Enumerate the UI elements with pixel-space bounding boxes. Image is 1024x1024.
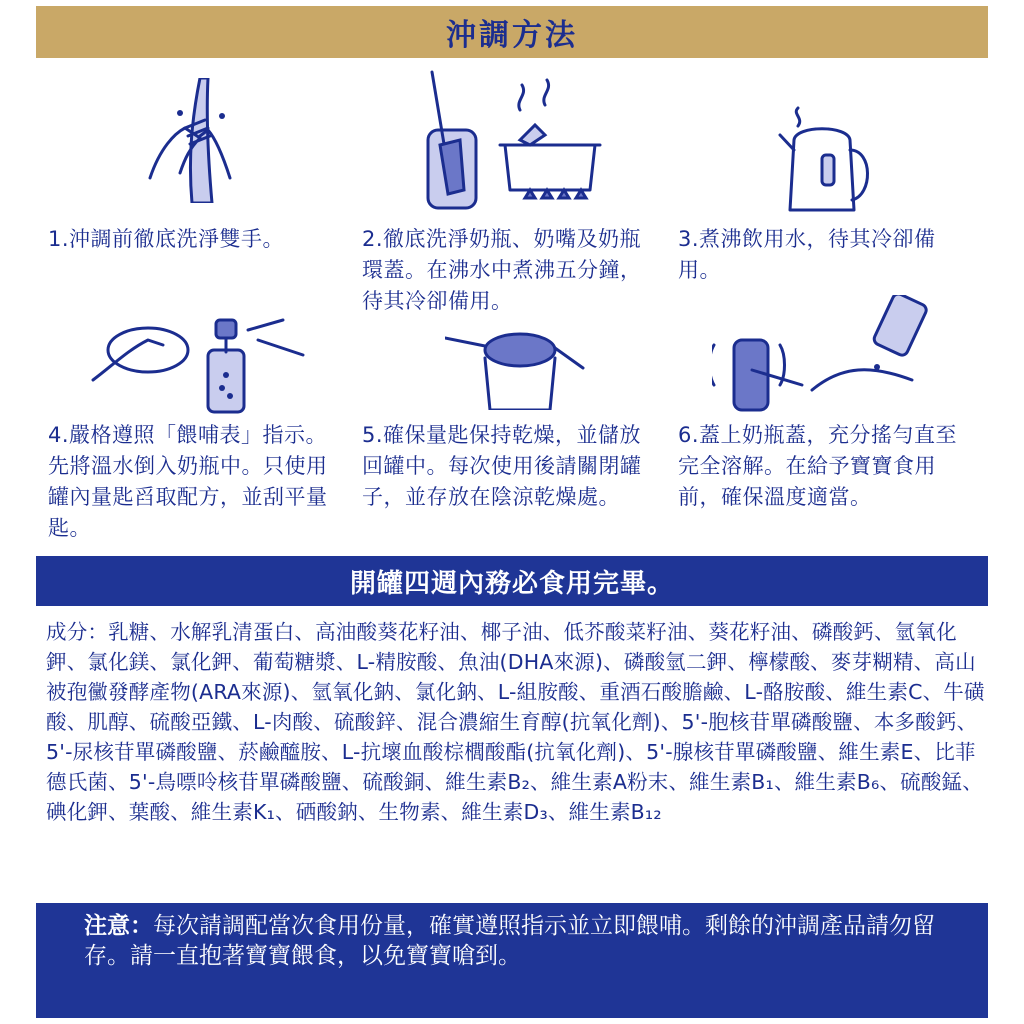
- use-within-text: 開罐四週內務必食用完畢。: [349, 568, 674, 599]
- kettle-icon: [778, 100, 878, 220]
- step-1-text: 1.沖調前徹底洗淨雙手。: [48, 227, 285, 251]
- bottle-brush-boiling-pot-icon: [420, 70, 610, 215]
- washing-hands-icon: [130, 78, 250, 203]
- ingredients-list: 成分：乳糖、水解乳清蛋白、高油酸葵花籽油、椰子油、低芥酸菜籽油、葵花籽油、磷酸鈣、氫氧化鉀、氯化鎂、氯化鉀、葡萄糖漿、L-精胺酸、魚油(DHA來源)、磷酸氫二鉀、檸檬酸、麥芽糊精、高山被孢黴發酵產物(ARA來源)、氫氧化鈉、氯化鈉、L-組胺酸、重酒石酸膽鹼、L-酪胺酸、維生素C、牛磺酸、肌醇、硫酸亞鐵、L-肉酸、硫酸鋅、混合濃縮生育醇(抗氧化劑)、5'-胞核苷單磷酸鹽、本多酸鈣、5'-尿核苷單磷酸鹽、菸鹼醯胺、L-抗壞血酸棕櫚酸酯(抗氧化劑)、5'-腺核苷單磷酸鹽、維生素E、比菲德氏菌、5'-鳥嘌呤核苷單磷酸鹽、硫酸銅、維生素B₂、維生素A粉末、維生素B₁、維生素B₆、硫酸錳、碘化鉀、葉酸、維生素K₁、硒酸鈉、生物素、維生素D₃、維生素B₁₂: [46, 620, 985, 824]
- caution-text: 每次請調配當次食用份量，確實遵照指示並立即餵哺。剩餘的沖調產品請勿留存。請一直抱著寶寶餵食，以免寶寶嗆到。: [84, 913, 935, 969]
- step-6-text: 6.蓋上奶瓶蓋，充分搖勻直至完全溶解。在給予寶寶食用前，確保溫度適當。: [678, 423, 958, 509]
- page-title: 沖調方法: [446, 18, 578, 53]
- step-3-text: 3.煮沸飲用水，待其冷卻備用。: [678, 227, 936, 282]
- use-within-banner: [36, 556, 988, 606]
- caution-label: 注意：: [84, 913, 153, 939]
- scoop-in-can-icon: [445, 318, 585, 410]
- step-5-text: 5.確保量匙保持乾燥，並儲放回罐中。每次使用後請關閉罐子，並存放在陰涼乾燥處。: [362, 423, 642, 509]
- shake-bottle-test-temperature-icon: [712, 295, 932, 415]
- page-title-banner: [36, 6, 988, 58]
- caution-notice: [36, 903, 988, 1018]
- step-4-text: 4.嚴格遵照「餵哺表」指示。先將溫水倒入奶瓶中。只使用罐內量匙舀取配方，並刮平量匙。: [48, 423, 328, 540]
- step-2-text: 2.徹底洗淨奶瓶、奶嘴及奶瓶環蓋。在沸水中煮沸五分鐘，待其冷卻備用。: [362, 227, 642, 313]
- scoop-formula-bottle-icon: [88, 310, 308, 415]
